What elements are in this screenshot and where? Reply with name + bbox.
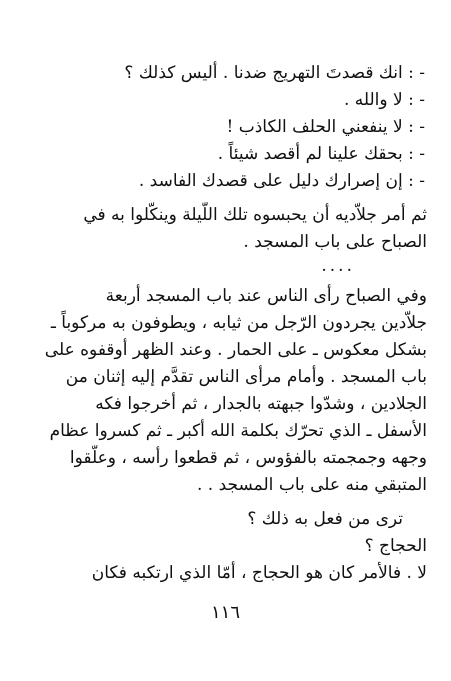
dialogue-line: - : لا ينفعني الحلف الكاذب ! [226, 117, 425, 137]
paragraph-line: لا . فالأمر كان هو الحجاج ، أمّا الذي ارتكبه فكان [91, 563, 427, 583]
paragraph-line: بشكل معكوس ـ على الحمار . وعند الظهر أوقفوه على [44, 340, 427, 360]
paragraph-3 [27, 506, 427, 587]
dialogue-line: - : إن إصرارك دليل على قصدك الفاسد . [138, 171, 425, 191]
paragraph-line: الأسفل ـ الذي تحرّك بكلمة الله أكبر ـ ثم كسروا عظام [49, 421, 427, 441]
paragraph-line: الجلادين ، وشدّوا جبهته بالجدار ، ثم أخرجوا فكه [95, 394, 427, 414]
paragraph-line: جلاّدين يجردون الرّجل من ثيابه ، ويطوفون به مركوباً ـ [50, 313, 427, 333]
paragraph-line: الصباح على باب المسجد . [243, 232, 427, 252]
section-separator: .... [321, 256, 355, 276]
paragraph-line: ترى من فعل به ذلك ؟ [247, 509, 403, 529]
paragraph-line: ثم أمر جلاّديه أن يحبسوه تلك اللّيلة وينكّلوا به في [83, 205, 427, 225]
paragraph-line: وفي الصباح رأى الناس عند باب المسجد أربعة [105, 286, 427, 306]
paragraph-2 [27, 283, 427, 499]
page-number: ١١٦ [210, 602, 240, 623]
dialogue-line: - : لا والله . [343, 90, 425, 110]
paragraph-line: وجهه وجمجمته بالفؤوس ، ثم قطعوا رأسه ، وعلّقوا [69, 448, 427, 468]
dialogue-line: - : انك قصدتَ التهريج ضدنا . أليس كذلك ؟ [124, 63, 425, 83]
paragraph-line: المتبقي منه على باب المسجد . . [197, 475, 427, 495]
dialogue-block [27, 60, 427, 195]
paragraph-line: الحجاج ؟ [364, 536, 427, 556]
paragraph-line: باب المسجد . وأمام مرأى الناس تقدَّم إليه إثنان من [65, 367, 427, 387]
dialogue-line: - : بحقك علينا لم أقصد شيئاً . [217, 144, 425, 164]
paragraph-1 [27, 202, 427, 256]
